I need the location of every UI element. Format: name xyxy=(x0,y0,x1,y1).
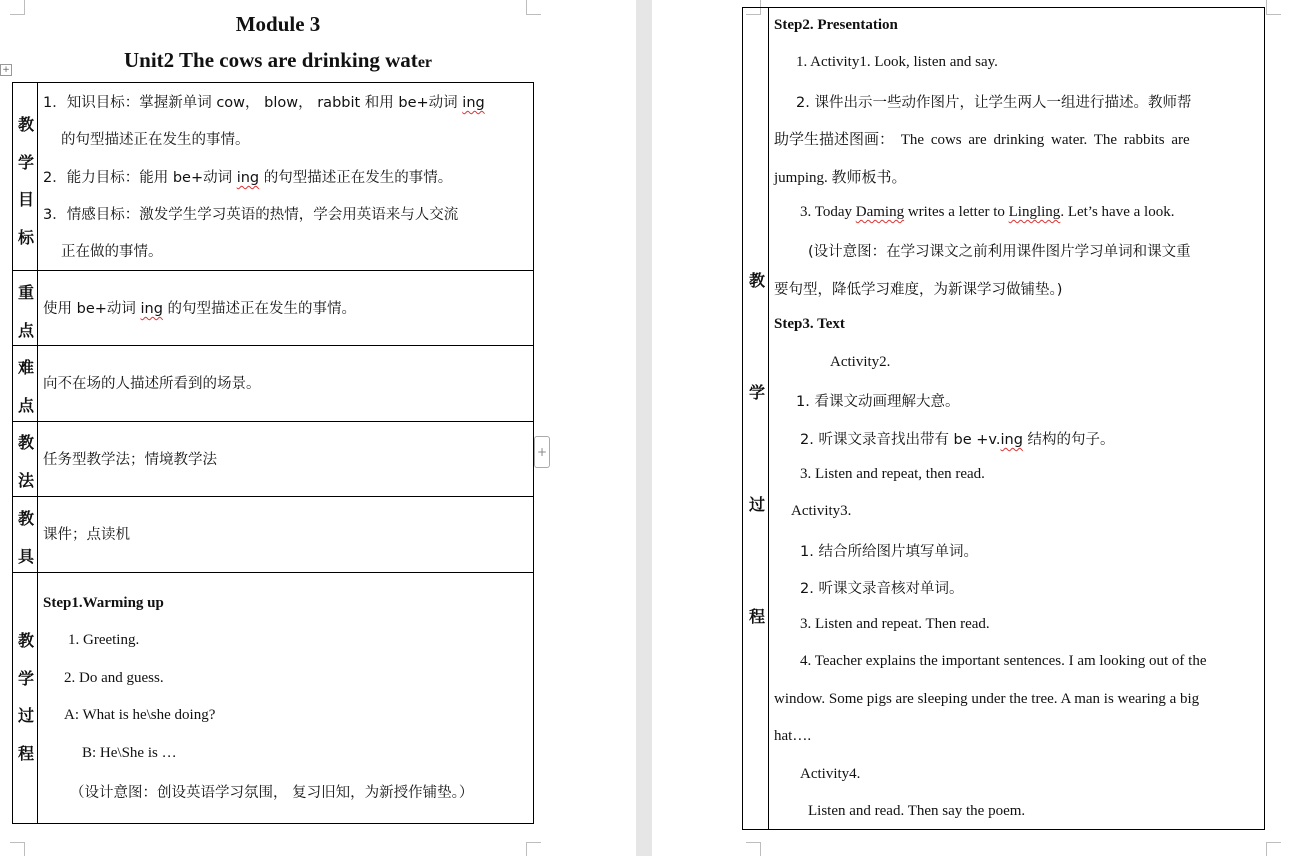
methods-text: 任务型教学法；情境教学法 xyxy=(43,452,217,468)
add-row-button[interactable]: + xyxy=(534,436,550,468)
process-line: 2. 课件出示一些动作图片，让学生两人一组进行描述。教师帮 xyxy=(796,95,1192,111)
difficulties-text: 向不在场的人描述所看到的场景。 xyxy=(43,376,261,392)
process-line: B: He\She is … xyxy=(82,745,177,761)
process-line: (设计意图：在学习课文之前利用课件图片学习单词和课文重 xyxy=(808,244,1191,260)
process-line: window. Some pigs are sleeping under the tree. A man is wearing a big xyxy=(774,691,1200,707)
crop-mark xyxy=(526,842,541,856)
goal-line-1: 1．知识目标：掌握新单词 cow， blow， rabbit 和用 be+动词 ing xyxy=(43,95,485,111)
unit-title: Unit2 The cows are drinking water xyxy=(123,48,433,72)
key-points-text: 使用 be+动词 ing 的句型描述正在发生的事情。 xyxy=(43,301,357,317)
step2-heading: Step2. Presentation xyxy=(774,17,898,33)
table-divider xyxy=(12,421,534,422)
process-line: 要句型，降低学习难度，为新课学习做铺垫。) xyxy=(774,282,1063,298)
process-line: 1. Activity1. Look, listen and say. xyxy=(796,54,998,70)
process-line: （设计意图：创设英语学习氛围， 复习旧知，为新授作铺垫。） xyxy=(70,785,474,801)
crop-mark xyxy=(1266,842,1281,856)
goal-line-2: 的句型描述正在发生的事情。 xyxy=(61,132,250,148)
row-label-process: 教 学 过 程 xyxy=(17,631,34,763)
process-line: 2. 听课文录音找出带有 be +v.ing 结构的句子。 xyxy=(800,432,1115,448)
process-line: A: What is he\she doing? xyxy=(64,707,216,723)
step3-heading: Step3. Text xyxy=(774,316,845,332)
process-line: Activity3. xyxy=(791,503,852,519)
row-label-key-points: 重 点 xyxy=(17,283,34,340)
table-move-handle[interactable]: + xyxy=(0,64,12,76)
process-line: Listen and read. Then say the poem. xyxy=(808,803,1026,819)
goal-line-3: 2．能力目标：能用 be+动词 ing 的句型描述正在发生的事情。 xyxy=(43,170,453,186)
process-line: 3. Today Daming writes a letter to Lingling. Let’s have a look. xyxy=(800,204,1175,220)
row-label-goals: 教 学 目 标 xyxy=(17,115,34,247)
table-divider xyxy=(12,345,534,346)
process-line: 3. Listen and repeat, then read. xyxy=(800,466,985,482)
left-page xyxy=(0,0,636,856)
process-line: 3. Listen and repeat. Then read. xyxy=(800,616,990,632)
process-line: hat…. xyxy=(774,728,812,744)
process-line: 1. 看课文动画理解大意。 xyxy=(796,394,960,410)
process-line: 1. Greeting. xyxy=(68,632,140,648)
crop-mark xyxy=(10,842,25,856)
module-title: Module 3 xyxy=(235,12,321,36)
page-gap xyxy=(636,0,652,856)
tools-text: 课件；点读机 xyxy=(43,527,130,543)
table-divider xyxy=(12,572,534,573)
process-line: jumping. 教师板书。 xyxy=(774,170,907,186)
process-line: 助学生描述图画： The cows are drinking water. The rabbits are xyxy=(774,132,1190,148)
row-label-tools: 教 具 xyxy=(17,509,34,566)
row-label-difficulties: 难 点 xyxy=(17,358,34,415)
goal-line-4: 3．情感目标：激发学生学习英语的热情，学会用英语来与人交流 xyxy=(43,207,459,223)
step1-heading: Step1.Warming up xyxy=(43,595,164,611)
row-label-methods: 教 法 xyxy=(17,433,34,490)
right-page xyxy=(652,0,1289,856)
table-divider xyxy=(12,270,534,271)
table-divider xyxy=(12,496,534,497)
process-line: Activity2. xyxy=(830,354,891,370)
process-line: 1. 结合所给图片填写单词。 xyxy=(800,544,978,560)
crop-mark xyxy=(1266,0,1281,15)
process-line: 2. Do and guess. xyxy=(64,670,164,686)
process-line: 4. Teacher explains the important sentences. I am looking out of the xyxy=(800,653,1207,669)
process-line: Activity4. xyxy=(800,766,861,782)
goal-line-5: 正在做的事情。 xyxy=(61,244,163,260)
row-label-process: 教 学 过 程 xyxy=(748,271,765,626)
process-line: 2. 听课文录音核对单词。 xyxy=(800,581,964,597)
crop-mark xyxy=(746,842,761,856)
